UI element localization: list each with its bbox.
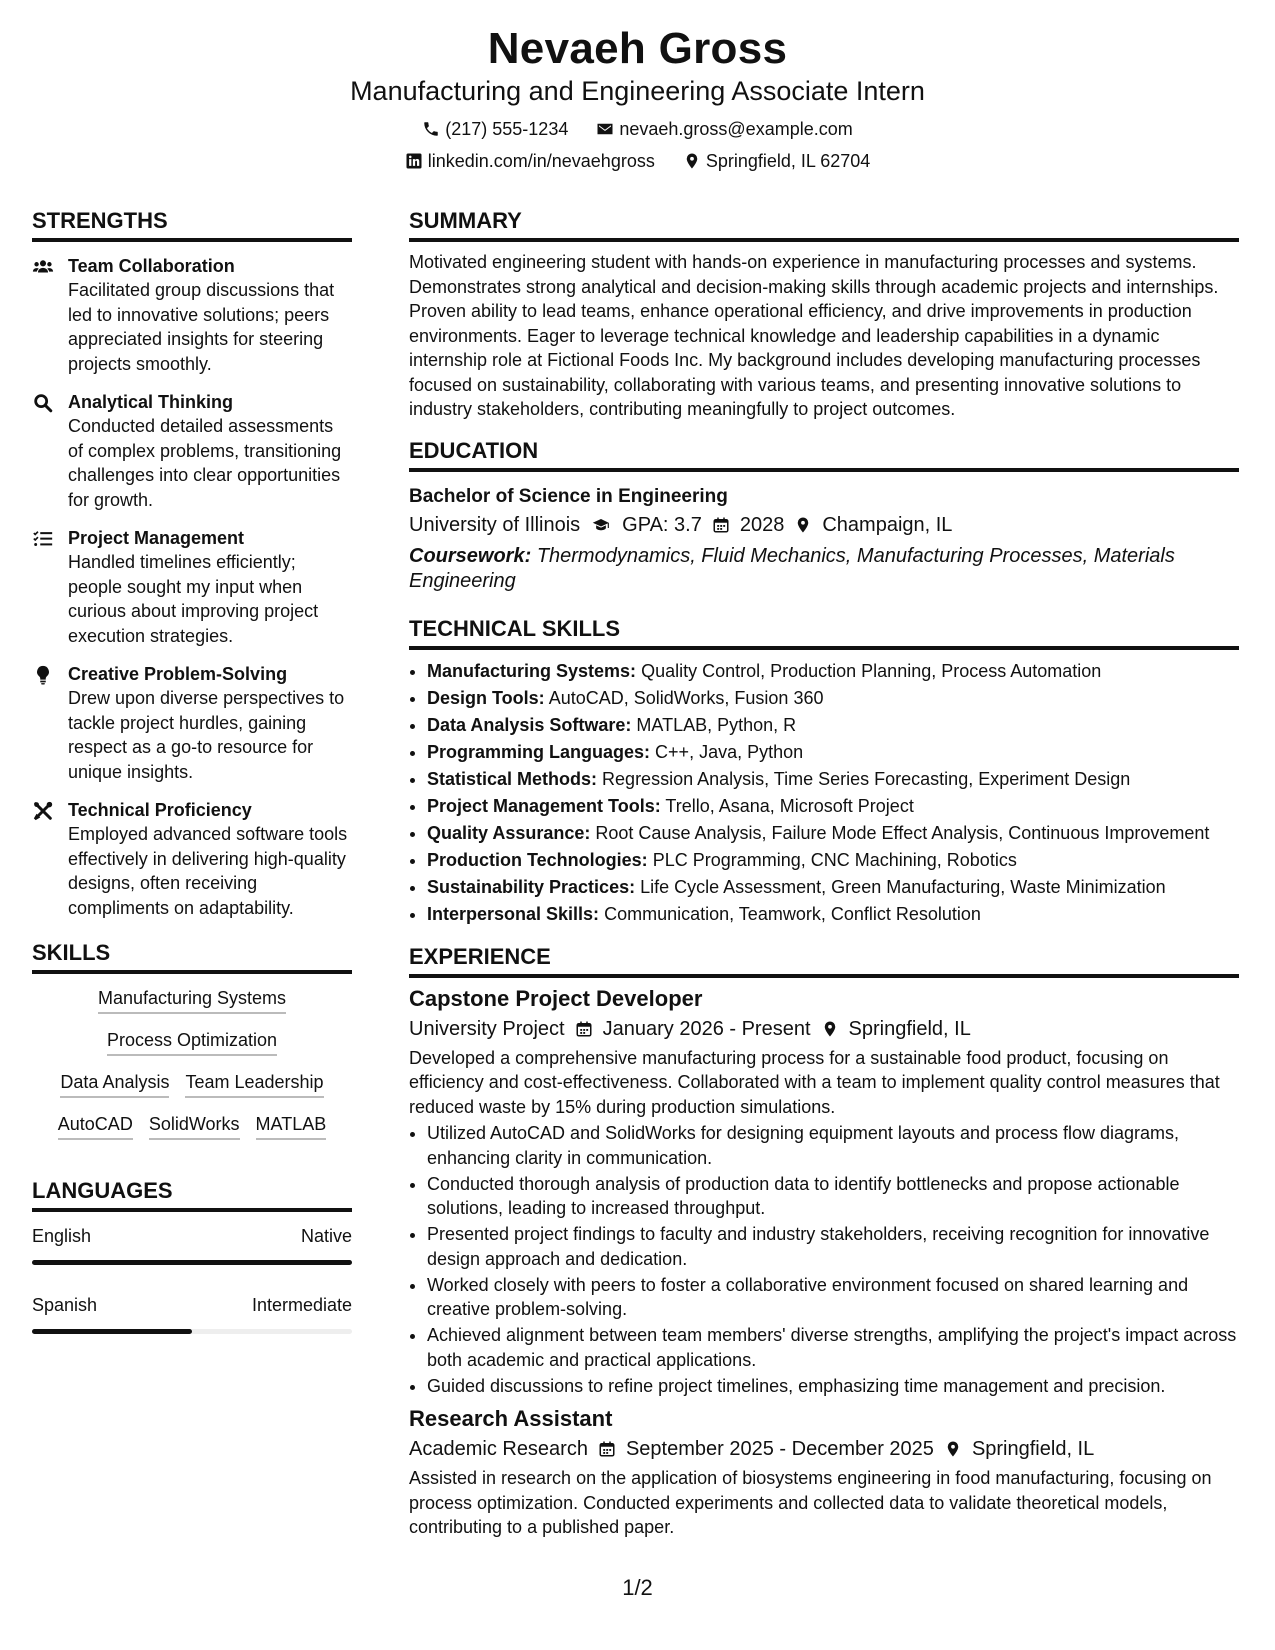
envelope-icon	[596, 120, 614, 138]
coursework-list: Thermodynamics, Fluid Mechanics, Manufacturing Processes, Materials Engineering	[409, 544, 1175, 592]
right-column	[409, 206, 1239, 1540]
strength-title: Analytical Thinking	[68, 392, 234, 412]
calendar-icon	[712, 516, 730, 534]
location-item	[683, 150, 870, 172]
skill-row	[36, 1028, 348, 1056]
skill-label: Data Analysis Software:	[427, 714, 632, 735]
job-org: Academic Research	[409, 1438, 588, 1460]
technical-skills-heading: TECHNICAL SKILLS	[409, 614, 1239, 650]
linkedin-item[interactable]	[405, 150, 655, 172]
job-dates: September 2025 - December 2025	[625, 1438, 934, 1460]
skill-value: MATLAB, Python, R	[636, 714, 797, 735]
skill-tag: MATLAB	[256, 1112, 327, 1140]
skill-value: Regression Analysis, Time Series Forecasting, Experiment Design	[602, 768, 1131, 789]
strength-title: Team Collaboration	[68, 256, 235, 276]
map-pin-icon	[683, 152, 701, 170]
experience-heading: EXPERIENCE	[409, 942, 1239, 978]
list-item	[427, 766, 1239, 793]
strength-item	[32, 662, 352, 784]
search-icon	[32, 392, 54, 414]
language-bar	[32, 1329, 352, 1334]
strength-item	[32, 526, 352, 648]
list-item: • Worked closely with peers to foster a collaborative environment focused on shared learning and creative problem-solving.	[427, 1273, 1239, 1322]
language-level: Native	[300, 1226, 352, 1246]
job-entry	[409, 1404, 1239, 1540]
job-entry	[409, 984, 1239, 1399]
job-role: Research Assistant	[409, 1406, 613, 1431]
phone-text: (217) 555-1234	[445, 119, 569, 139]
strength-item	[32, 390, 352, 512]
summary-heading: SUMMARY	[409, 206, 1239, 242]
job-summary: Developed a comprehensive manufacturing process for a sustainable food product, focusing on efficiency and cost-effectiveness. Collaborated with a team to implement quality control measures that reduced waste by 15% during production simulations.	[409, 1047, 1220, 1117]
skill-value: Root Cause Analysis, Failure Mode Effect Analysis, Continuous Improvement	[595, 822, 1210, 843]
job-title: Manufacturing and Engineering Associate Intern	[350, 76, 925, 106]
list-item	[427, 901, 1239, 928]
skill-label: Project Management Tools:	[427, 795, 661, 816]
job-dates: January 2026 - Present	[602, 1017, 811, 1040]
calendar-icon	[598, 1440, 616, 1458]
candidate-name: Nevaeh Gross	[487, 24, 788, 73]
skill-value: Life Cycle Assessment, Green Manufacturing, Waste Minimization	[640, 876, 1166, 897]
strength-desc: Employed advanced software tools effectively in delivering high-quality designs, often receiving compliments on adaptability.	[68, 824, 348, 918]
email-item[interactable]	[596, 118, 852, 140]
skill-value: Quality Control, Production Planning, Process Automation	[641, 660, 1102, 681]
job-location: Springfield, IL	[848, 1017, 971, 1040]
strength-title: Project Management	[68, 528, 245, 548]
language-bar-fill	[32, 1329, 192, 1334]
degree: Bachelor of Science in Engineering	[409, 485, 728, 507]
list-item: • Guided discussions to refine project timelines, emphasizing time management and precision.	[427, 1374, 1239, 1399]
skill-label: Statistical Methods:	[427, 768, 598, 789]
skill-label: Design Tools:	[427, 687, 545, 708]
skill-value: C++, Java, Python	[655, 741, 804, 762]
skills-list	[32, 986, 352, 1140]
list-item: • Conducted thorough analysis of production data to identify bottlenecks and propose actionable solutions, leading to increased throughput.	[427, 1172, 1239, 1221]
skill-value: AutoCAD, SolidWorks, Fusion 360	[548, 687, 824, 708]
calendar-icon	[575, 1020, 593, 1038]
lightbulb-icon	[32, 664, 54, 686]
strengths-heading: STRENGTHS	[32, 206, 352, 242]
list-item	[427, 820, 1239, 847]
skill-value: Trello, Asana, Microsoft Project	[665, 795, 914, 816]
skill-label: Production Technologies:	[427, 849, 648, 870]
list-item	[427, 658, 1239, 685]
technical-skills-list	[409, 658, 1239, 928]
skill-label: Programming Languages:	[427, 741, 651, 762]
language-bar	[32, 1260, 352, 1265]
phone-icon	[422, 120, 440, 138]
language-name: English	[32, 1226, 92, 1246]
skill-tag: Team Leadership	[185, 1070, 323, 1098]
phone-item	[422, 118, 568, 140]
job-org: University Project	[409, 1017, 565, 1040]
education-location: Champaign, IL	[822, 513, 953, 536]
skill-tag: SolidWorks	[149, 1112, 240, 1140]
page-number: 1/2	[622, 1575, 653, 1600]
coursework	[409, 544, 1239, 594]
map-pin-icon	[821, 1020, 839, 1038]
strength-item	[32, 254, 352, 376]
map-pin-icon	[944, 1440, 962, 1458]
strength-title: Creative Problem-Solving	[68, 664, 288, 684]
language-bar-fill	[32, 1260, 352, 1265]
school: University of Illinois	[409, 513, 581, 536]
list-item	[427, 712, 1239, 739]
job-bullets	[409, 1121, 1239, 1398]
skill-label: Sustainability Practices:	[427, 876, 636, 897]
job-role: Capstone Project Developer	[409, 985, 703, 1011]
skill-row	[36, 1112, 348, 1140]
location-text: Springfield, IL 62704	[705, 151, 871, 171]
list-item	[427, 874, 1239, 901]
list-item: • Presented project findings to faculty and industry stakeholders, receiving recognition for innovative design approach and dedication.	[427, 1222, 1239, 1271]
list-item: • Utilized AutoCAD and SolidWorks for designing equipment layouts and process flow diagrams, enhancing clarity in communication.	[427, 1121, 1239, 1170]
education-meta	[409, 510, 1239, 540]
skill-tag: Manufacturing Systems	[98, 986, 286, 1014]
summary-text: Motivated engineering student with hands-on experience in manufacturing processes and systems. Demonstrates strong analytical and decision-making skills through academic projects and internships. Proven ability to lead teams, enhance operational efficiency, and drive improvements in production environments. Eager to leverage technical knowledge and leadership capabilities in a dynamic internship role at Fictional Foods Inc. My background includes developing manufacturing processes focused on sustainability, collaborating with various teams, and presenting innovative solutions to industry stakeholders, contributing meaningfully to project outcomes.	[409, 252, 1219, 419]
job-location: Springfield, IL	[971, 1438, 1095, 1460]
list-item	[427, 847, 1239, 874]
skill-label: Manufacturing Systems:	[427, 660, 637, 681]
job-meta	[409, 1434, 1239, 1464]
linkedin-icon	[405, 152, 423, 170]
strength-desc: Handled timelines efficiently; people sought my input when curious about improving project execution strategies.	[68, 552, 319, 646]
list-item	[427, 685, 1239, 712]
strength-item	[32, 798, 352, 920]
job-meta	[409, 1014, 1239, 1044]
language-name: Spanish	[32, 1295, 98, 1315]
skills-heading: SKILLS	[32, 938, 352, 974]
contact-info	[0, 118, 1275, 172]
users-icon	[32, 256, 54, 278]
skill-tag: Process Optimization	[107, 1028, 277, 1056]
strength-desc: Facilitated group discussions that led to innovative solutions; peers appreciated insights for steering projects smoothly.	[68, 280, 335, 374]
coursework-label: Coursework:	[409, 544, 532, 567]
graduation-cap-icon	[590, 516, 612, 534]
list-item	[427, 739, 1239, 766]
skill-value: Communication, Teamwork, Conflict Resolution	[604, 903, 981, 924]
language-item	[32, 1293, 352, 1334]
skill-tag: AutoCAD	[58, 1112, 133, 1140]
job-summary: Assisted in research on the application of biosystems engineering in food manufacturing, focusing on process optimization. Conducted experiments and collected data to validate theoretical models, contributing to a published paper.	[409, 1468, 1212, 1537]
skill-tag: Data Analysis	[60, 1070, 169, 1098]
list-item	[427, 793, 1239, 820]
linkedin-text[interactable]: linkedin.com/in/nevaehgross	[427, 151, 655, 171]
strength-desc: Conducted detailed assessments of complex problems, transitioning challenges into clear opportunities for growth.	[68, 416, 342, 510]
language-level: Intermediate	[251, 1295, 352, 1315]
gpa: GPA: 3.7	[622, 513, 702, 536]
strength-desc: Drew upon diverse perspectives to tackle project hurdles, gaining respect as a go-to resource for unique insights.	[68, 688, 345, 782]
languages-heading: LANGUAGES	[32, 1176, 352, 1212]
list-check-icon	[32, 528, 54, 550]
email-text[interactable]: nevaeh.gross@example.com	[619, 119, 853, 139]
strength-title: Technical Proficiency	[68, 800, 252, 820]
skill-row	[36, 986, 348, 1014]
language-item	[32, 1224, 352, 1265]
skill-label: Interpersonal Skills:	[427, 903, 600, 924]
skill-value: PLC Programming, CNC Machining, Robotics	[652, 849, 1017, 870]
resume-header	[0, 22, 1275, 182]
graduation-year: 2028	[739, 513, 785, 536]
skill-label: Quality Assurance:	[427, 822, 591, 843]
skill-row	[36, 1070, 348, 1098]
tools-icon	[32, 800, 54, 822]
education-heading: EDUCATION	[409, 436, 1239, 472]
map-pin-icon	[794, 516, 812, 534]
left-column	[32, 206, 352, 1352]
list-item: • Achieved alignment between team members' diverse strengths, amplifying the project's impact across both academic and practical applications.	[427, 1323, 1239, 1372]
